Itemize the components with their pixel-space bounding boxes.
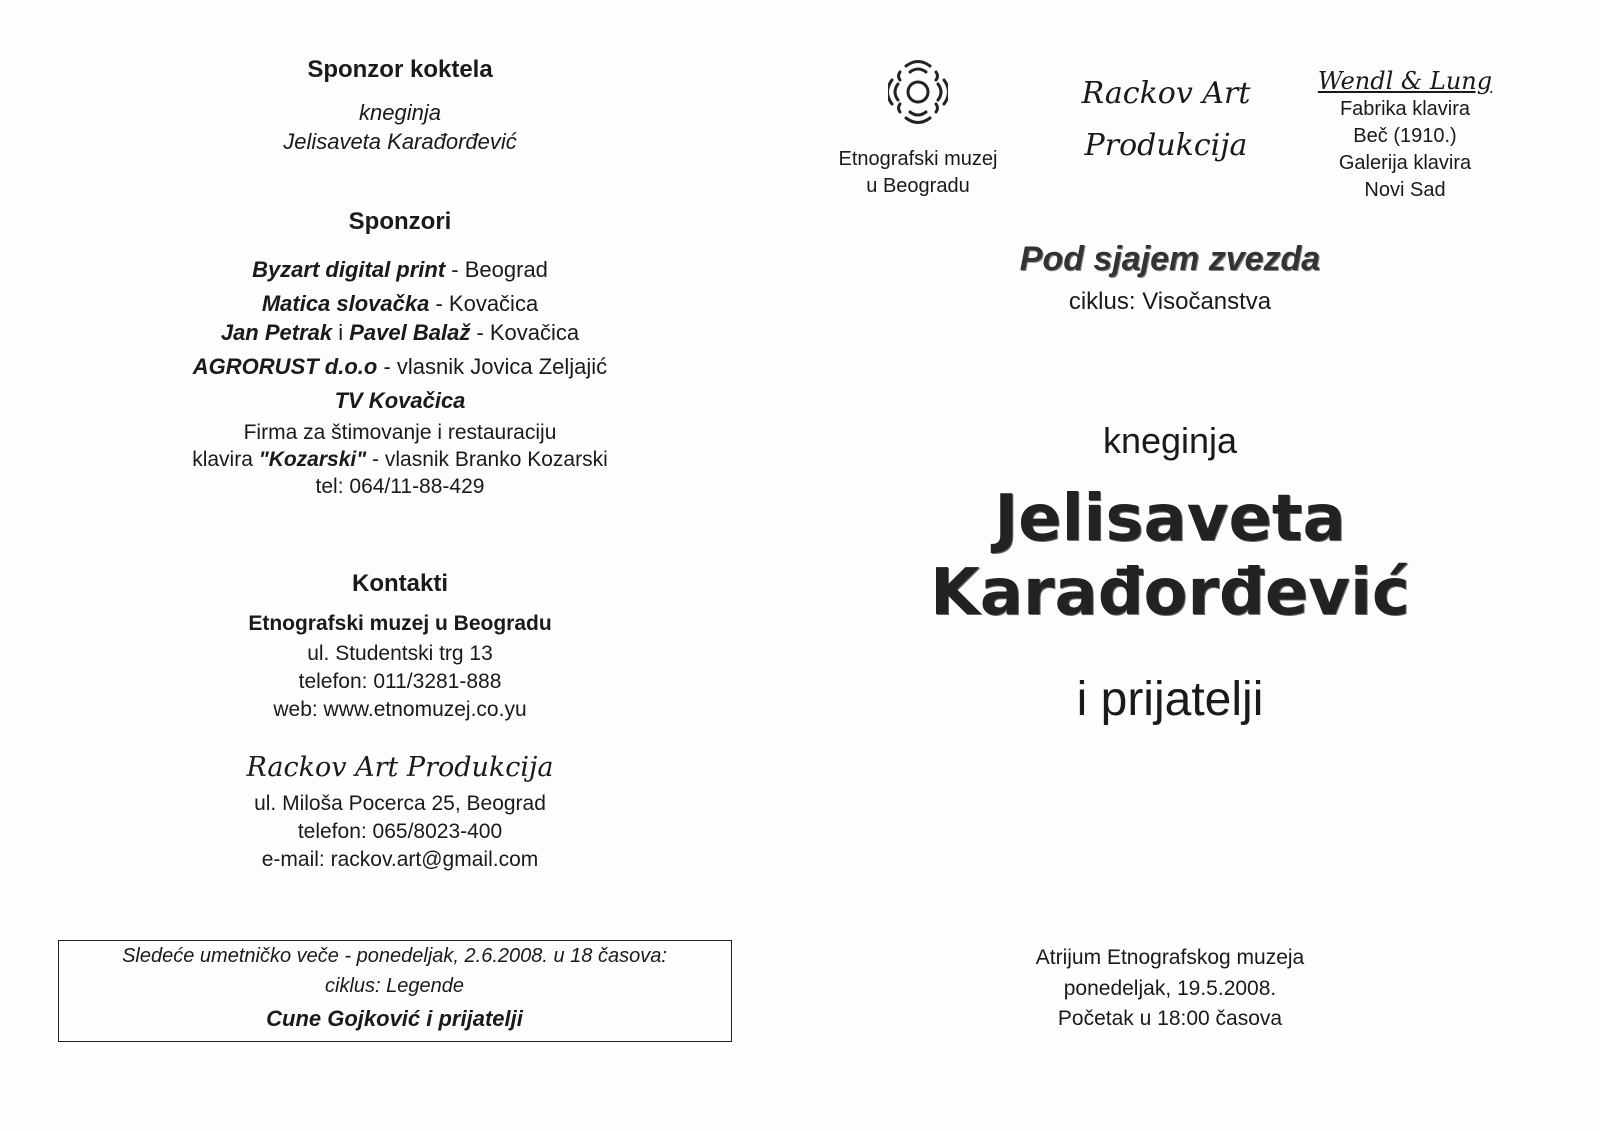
sponsor-name: Matica slovačka xyxy=(261,291,430,316)
rackov-logo xyxy=(1056,68,1276,172)
sponsor-location: - Beograd xyxy=(445,257,548,282)
piano-firm-name: "Kozarski" xyxy=(258,448,367,471)
start-time: Početak u 18:00 časova xyxy=(1057,1007,1283,1030)
venue: Atrijum Etnografskog muzeja xyxy=(1035,946,1305,969)
piano-firm-owner: - vlasnik Branko Kozarski xyxy=(366,448,608,471)
museum-logo-line: Etnografski muzej xyxy=(838,148,998,170)
event-cycle: ciklus: Visočanstva xyxy=(1068,288,1272,315)
rackov-phone: telefon: 065/8023-400 xyxy=(297,820,503,843)
sponsor-name: Byzart digital print xyxy=(252,257,446,282)
title-kneginja: kneginja xyxy=(1102,420,1238,461)
sponsor-line xyxy=(0,291,800,317)
sponsor-joiner: i xyxy=(332,320,350,345)
sponsor-name: AGRORUST d.o.o xyxy=(192,354,378,379)
museum-logo-caption xyxy=(808,146,1028,200)
piano-firm-prefix: klavira xyxy=(192,448,259,471)
sponsor-line xyxy=(0,257,800,283)
museum-web: web: www.etnomuzej.co.yu xyxy=(273,698,527,721)
piano-firm-phone: tel: 064/11-88-429 xyxy=(315,475,485,498)
sponsor-location: - Kovačica xyxy=(470,320,580,345)
wendl-line: Novi Sad xyxy=(1364,179,1446,201)
museum-address: ul. Studentski trg 13 xyxy=(307,642,493,665)
wendl-line: Beč (1910.) xyxy=(1353,125,1457,147)
wendl-line: Galerija klavira xyxy=(1338,152,1472,174)
next-event-date: Sledeće umetničko veče - ponedeljak, 2.6.2008. u 18 časova: xyxy=(122,945,667,967)
wendl-lung-logo: Wendl & Lung xyxy=(1317,67,1493,95)
museum-logo-icon xyxy=(888,58,948,128)
sponsor-name: Pavel Balaž xyxy=(349,320,471,345)
museum-logo-line: u Beogradu xyxy=(866,175,970,197)
rackov-email: e-mail: rackov.art@gmail.com xyxy=(261,848,539,871)
sponsor-owner: - vlasnik Jovica Zeljajić xyxy=(377,354,608,379)
cocktail-sponsor-name: Jelisaveta Karađorđević xyxy=(283,129,517,154)
title-friends: i prijatelji xyxy=(1076,673,1264,726)
sponsor-name: TV Kovačica xyxy=(334,388,466,413)
right-panel xyxy=(800,0,1600,1131)
next-event-title: Cune Gojković i prijatelji xyxy=(266,1006,523,1031)
sponsors-heading: Sponzori xyxy=(348,208,452,235)
sponsor-line xyxy=(0,354,800,380)
cocktail-sponsor-heading: Sponzor koktela xyxy=(307,56,493,83)
rackov-logo-text: Rackov Art Produkcija xyxy=(246,752,554,783)
rackov-address: ul. Miloša Pocerca 25, Beograd xyxy=(254,792,546,815)
contacts-heading: Kontakti xyxy=(352,570,448,597)
sponsor-name: Jan Petrak xyxy=(220,320,333,345)
sponsor-line xyxy=(0,388,800,414)
title-name-last: Karađorđević xyxy=(930,556,1410,630)
event-date: ponedeljak, 19.5.2008. xyxy=(1063,977,1277,1000)
museum-phone: telefon: 011/3281-888 xyxy=(298,670,502,693)
title-name-first: Jelisaveta xyxy=(994,482,1346,556)
cocktail-sponsor-title: kneginja xyxy=(359,100,441,125)
event-title: Pod sjajem zvezda xyxy=(1019,240,1321,278)
sponsor-location: - Kovačica xyxy=(429,291,539,316)
sponsor-line xyxy=(0,320,800,346)
next-event-box xyxy=(58,940,732,1042)
wendl-lung-block xyxy=(1300,66,1510,204)
rackov-logo-line: Rackov Art xyxy=(1081,76,1251,111)
rackov-logo-line: Produkcija xyxy=(1084,128,1248,163)
piano-firm-line: Firma za štimovanje i restauraciju xyxy=(243,421,557,444)
piano-firm-line xyxy=(0,448,800,472)
next-event-cycle: ciklus: Legende xyxy=(325,975,464,997)
museum-name: Etnografski muzej u Beogradu xyxy=(248,612,552,635)
wendl-line: Fabrika klavira xyxy=(1339,98,1471,120)
